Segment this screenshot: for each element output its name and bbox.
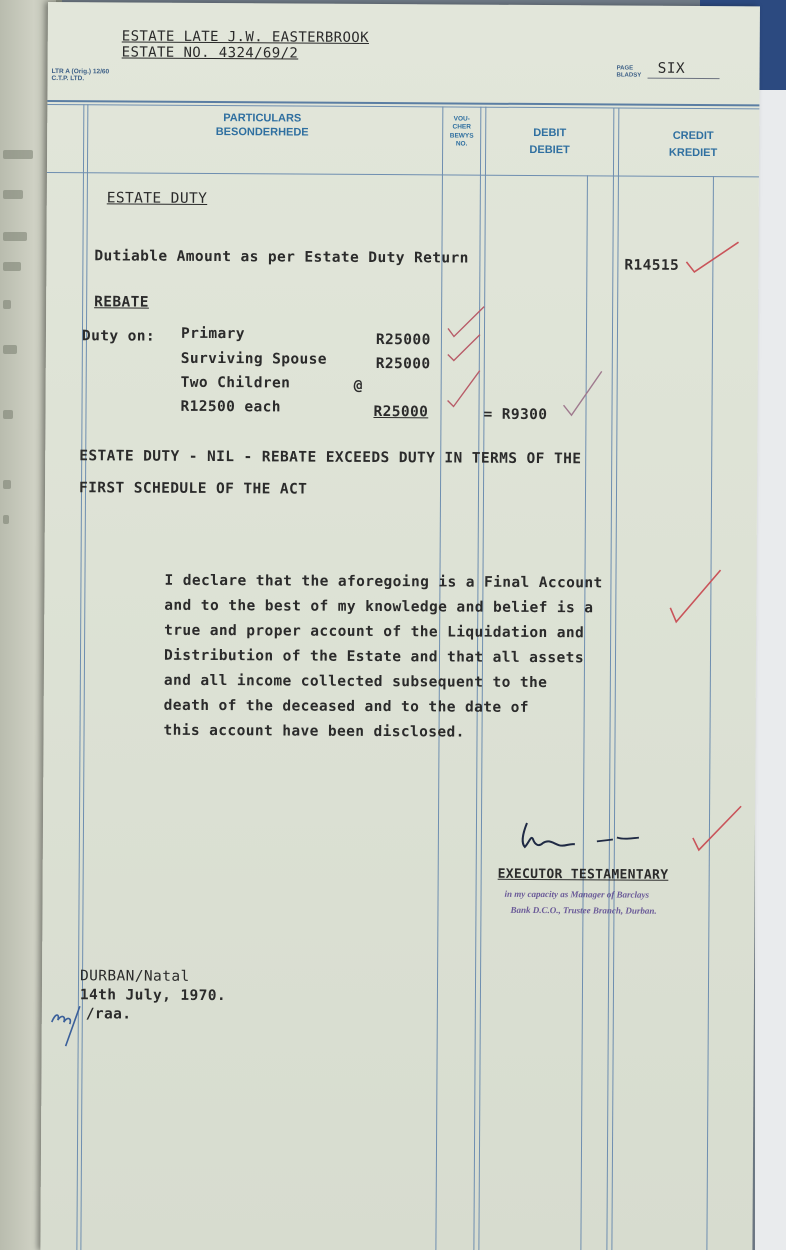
voucher-header: VOU- CHER BEWYS NO.	[449, 115, 474, 148]
page-label: PAGE BLADSY	[616, 65, 642, 79]
check-mark-icon	[689, 802, 745, 858]
background-card	[755, 90, 786, 1250]
children-at: @	[353, 377, 363, 394]
check-mark-icon	[444, 366, 484, 410]
declaration-line-5: and all income collected subsequent to the	[163, 672, 548, 692]
declaration-line-3: true and proper account of the Liquidation and	[164, 622, 585, 642]
each-label: R12500 each	[180, 398, 282, 416]
children-amount: R25000	[373, 403, 429, 421]
spouse-label: Surviving Spouse	[180, 350, 327, 368]
check-mark-icon	[559, 367, 605, 421]
primary-amount: R25000	[375, 332, 431, 349]
footer-reference: /raa.	[85, 1006, 132, 1023]
initials-scribble	[46, 996, 106, 1052]
spouse-amount: R25000	[375, 356, 431, 373]
estate-number: ESTATE NO. 4324/69/2	[121, 44, 299, 62]
declaration-line-4: Distribution of the Estate and that all assets	[163, 647, 585, 667]
nil-line-2: FIRST SCHEDULE OF THE ACT	[78, 480, 308, 498]
declaration-line-2: and to the best of my knowledge and belief is a	[164, 597, 594, 617]
nil-line-1: ESTATE DUTY - NIL - REBATE EXCEEDS DUTY IN TERMS OF THE	[79, 448, 582, 468]
declaration-line-1: I declare that the aforegoing is a Final Account	[164, 572, 603, 592]
particulars-header: PARTICULARS BESONDERHEDE	[215, 112, 309, 139]
estate-account-page	[40, 2, 760, 1250]
check-mark-icon	[682, 238, 742, 278]
debit-header: DEBIT DEBIET	[529, 126, 570, 157]
declaration-line-6: death of the deceased and to the date of	[163, 697, 529, 716]
stamp-line-1: in my capacity as Manager of Barclays	[504, 888, 650, 900]
footer-place: DURBAN/Natal	[80, 968, 190, 985]
page-number: SIX	[657, 60, 686, 77]
check-mark-icon	[664, 566, 724, 630]
estate-duty-heading: ESTATE DUTY	[106, 190, 208, 207]
primary-label: Primary	[180, 325, 245, 343]
executor-title: EXECUTOR TESTAMENTARY	[497, 866, 669, 883]
duty-on-label: Duty on:	[81, 328, 156, 345]
executor-signature	[513, 813, 653, 858]
rebate-total: = R9300	[483, 406, 548, 424]
estate-title: ESTATE LATE J.W. EASTERBROOK	[121, 28, 370, 46]
children-label: Two Children	[180, 374, 291, 392]
rebate-heading: REBATE	[94, 294, 149, 311]
credit-header: CREDIT KREDIET	[668, 129, 718, 160]
form-code: LTR A (Orig.) 12/60 C.T.P. LTD.	[51, 68, 110, 83]
check-mark-icon	[444, 328, 484, 364]
footer-date: 14th July, 1970.	[79, 987, 227, 1005]
declaration-line-7: this account have been disclosed.	[163, 722, 465, 741]
dutiable-amount: R14515	[624, 257, 680, 274]
stamp-line-2: Bank D.C.O., Trustee Branch, Durban.	[510, 904, 657, 916]
dutiable-amount-line: Dutiable Amount as per Estate Duty Return	[94, 248, 469, 267]
